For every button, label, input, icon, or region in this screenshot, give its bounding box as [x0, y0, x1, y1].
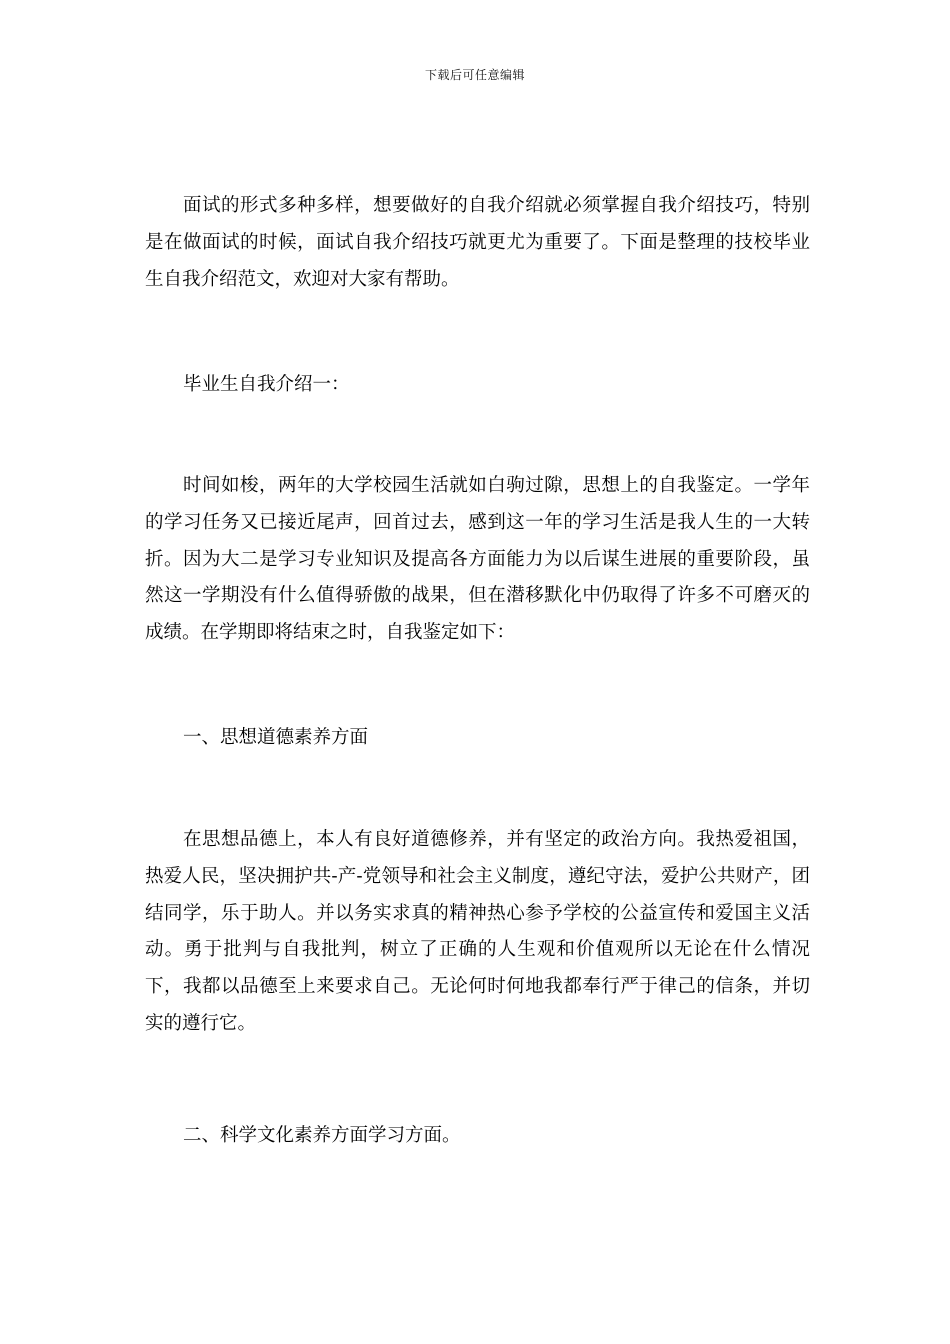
intro-paragraph: 面试的形式多种多样，想要做好的自我介绍就必须掌握自我介绍技巧，特别是在做面试的时候，面试自我介绍技巧就更尤为重要了。下面是整理的技校毕业生自我介绍范文，欢迎对大家有帮助。 — [145, 195, 810, 290]
subsection-2-title: 二、科学文化素养方面学习方面。 — [183, 1125, 461, 1146]
section-1-paragraph: 时间如梭，两年的大学校园生活就如白驹过隙，思想上的自我鉴定。一学年的学习任务又已接近尾声，回首过去，感到这一年的学习生活是我人生的一大转折。因为大二是学习专业知识及提高各方面能力为以后谋生进展的重要阶段，虽然这一学期没有什么值得骄傲的战果，但在潜移默化中仍取得了许多不可磨灭的成绩。在学期即将结束之时，自我鉴定如下： — [145, 475, 810, 644]
section-1-title: 毕业生自我介绍一： — [183, 374, 350, 395]
page-header-note: 下载后可任意编辑 — [424, 68, 525, 82]
subsection-1-paragraph: 在思想品德上，本人有良好道德修养，并有坚定的政治方向。我热爱祖国，热爱人民，坚决拥护共-产-党领导和社会主义制度，遵纪守法，爱护公共财产，团结同学，乐于助人。并以务实求真的精神热心参予学校的公益宣传和爱国主义活动。勇于批判与自我批判，树立了正确的人生观和价值观所以无论在什么情况下，我都以品德至上来要求自己。无论何时何地我都奉行严于律己的信条，并切实的遵行它。 — [145, 829, 810, 1034]
subsection-1-title: 一、思想道德素养方面 — [183, 727, 369, 748]
